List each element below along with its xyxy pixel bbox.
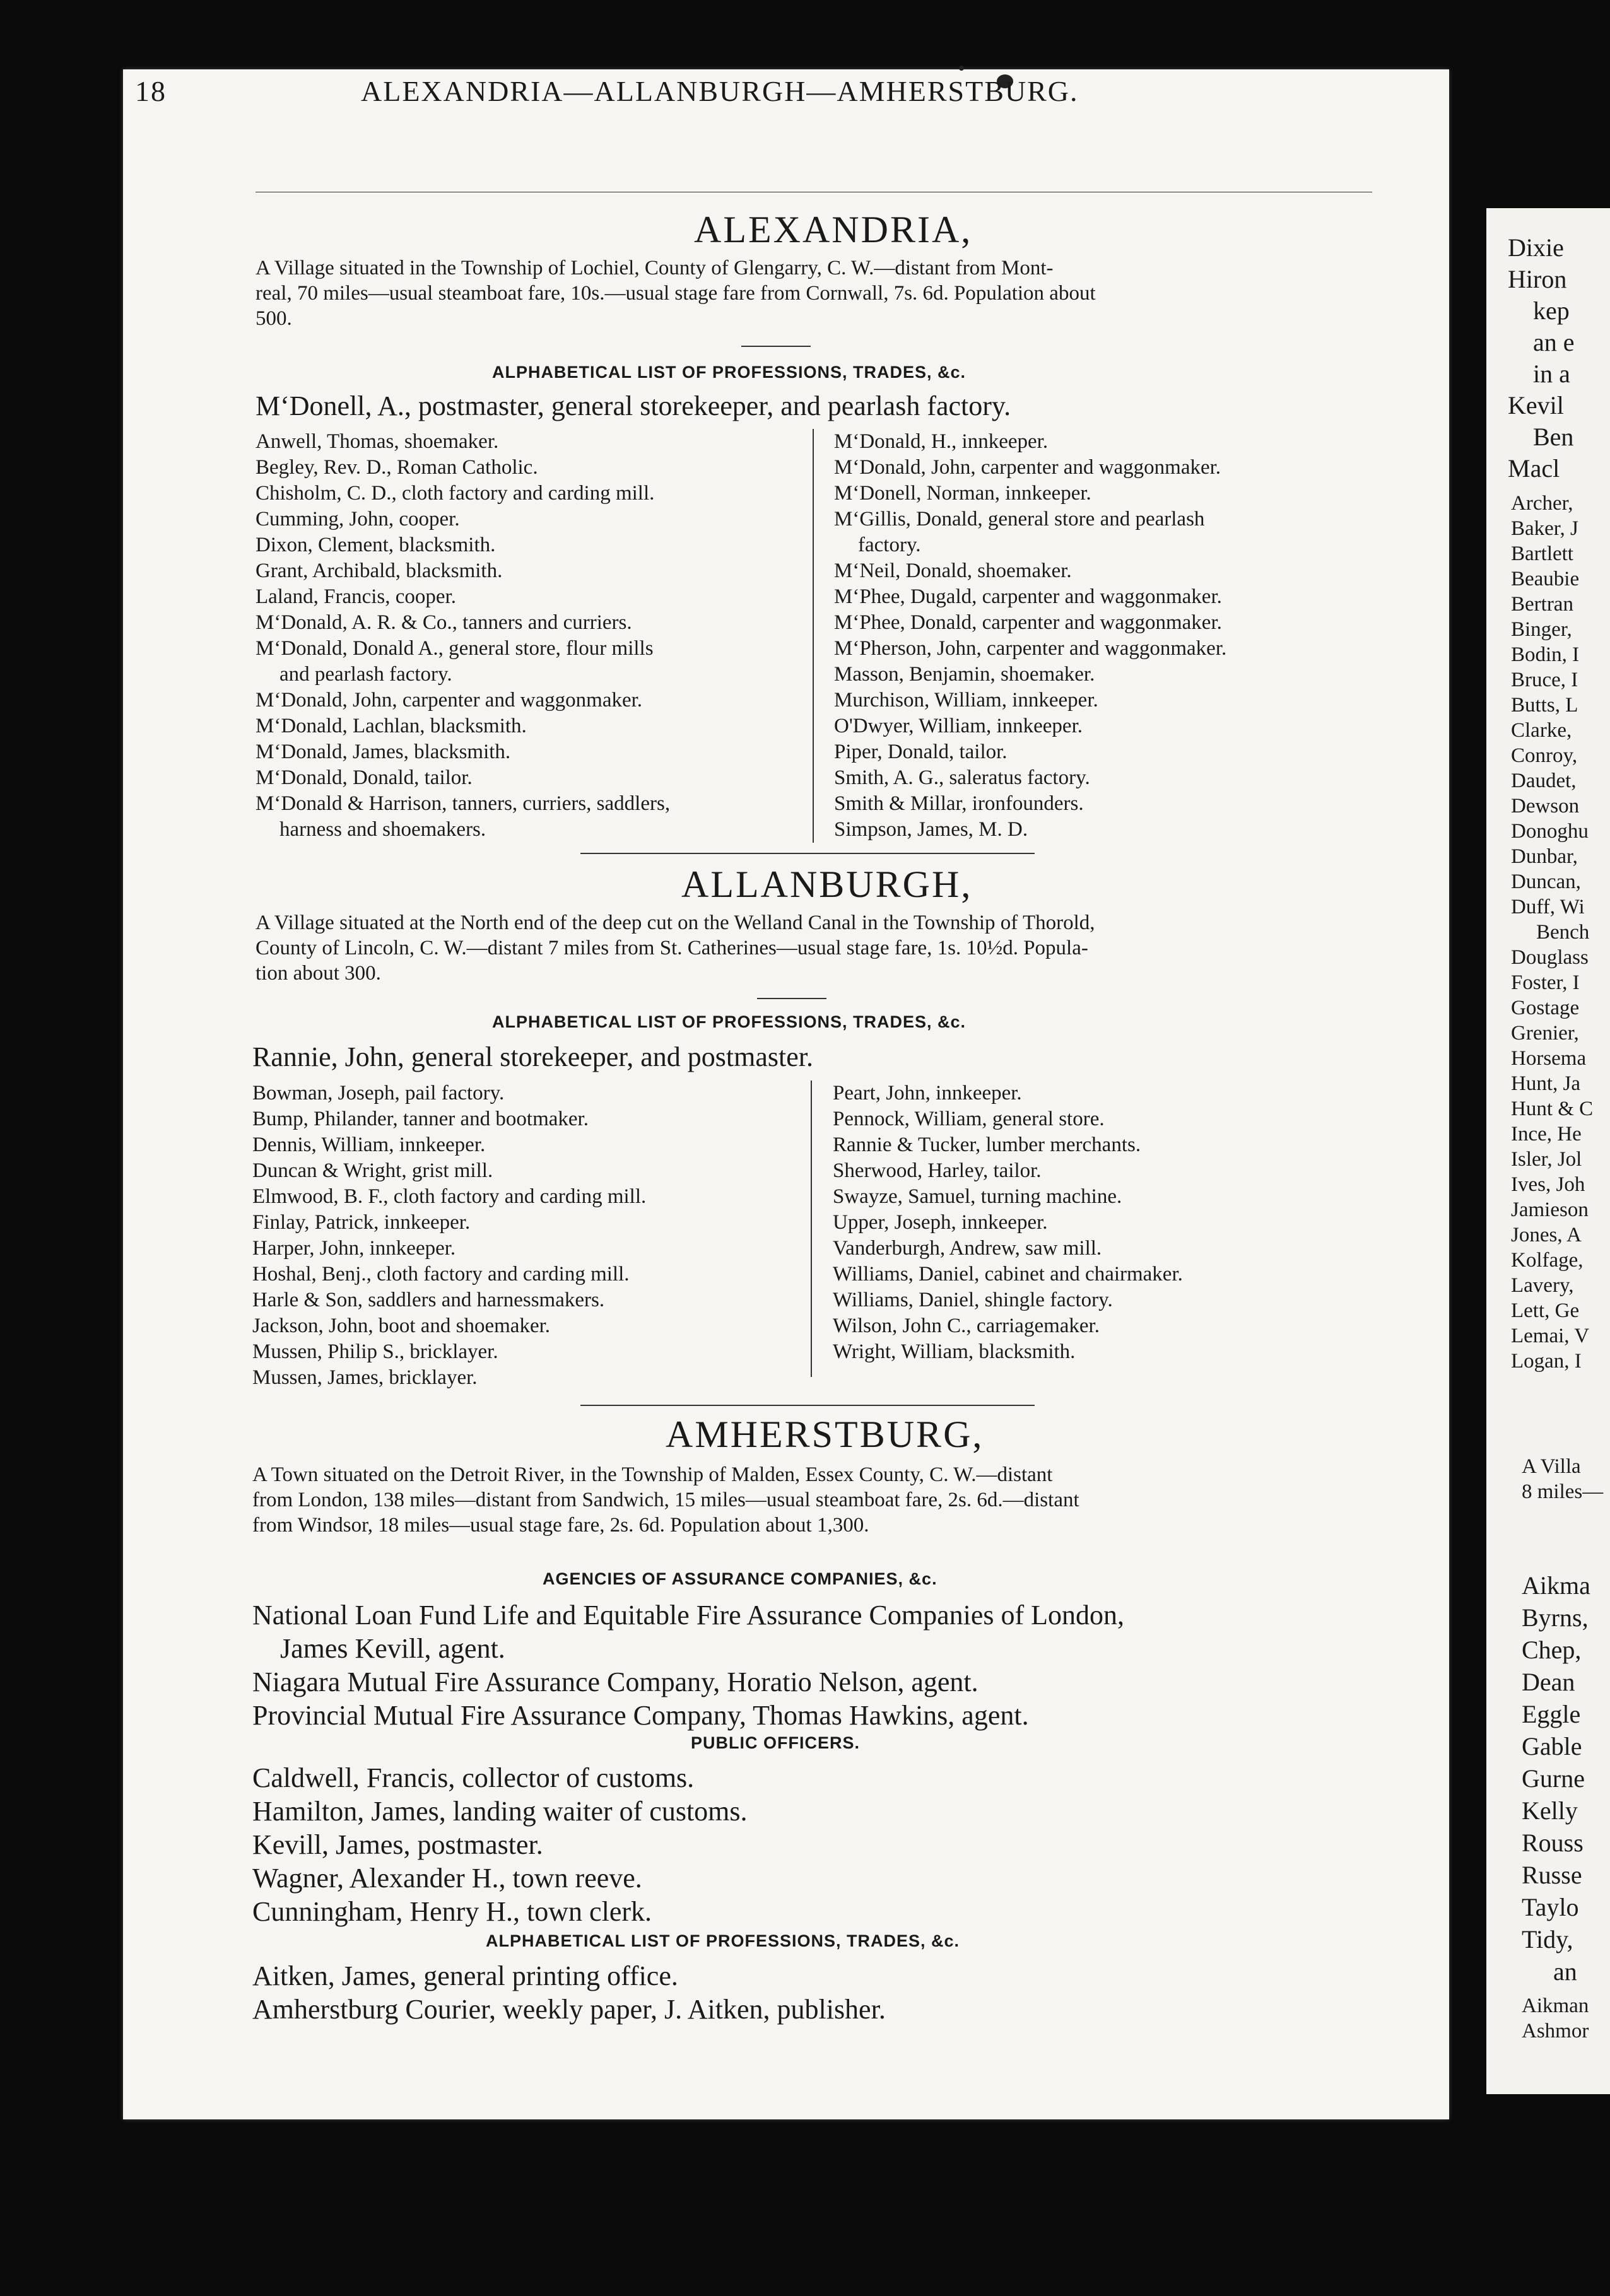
- list-item: M‘Phee, Donald, carpenter and waggonmaker.: [834, 611, 1222, 634]
- list-item: M‘Donald, Donald, tailor.: [256, 766, 473, 789]
- list-item: Pennock, William, general store.: [833, 1108, 1105, 1130]
- list-item: Dennis, William, innkeeper.: [252, 1133, 486, 1156]
- list-item: Cumming, John, cooper.: [256, 508, 460, 530]
- list-item: Provincial Mutual Fire Assurance Company, Thomas Hawkins, agent.: [252, 1700, 1029, 1731]
- list-item: Chisholm, C. D., cloth factory and carding mill.: [256, 482, 655, 505]
- list-item: Kevill, James, postmaster.: [252, 1829, 543, 1860]
- amherstburg-intro: A Town situated on the Detroit River, in the Township of Malden, Essex County, C. W.—distant from London, 138 miles—distant from Sandwich, 15 miles—usual steamboat fare, 2s. 6d.—distant from Windsor, 18 miles—usual stage fare, 2s. 6d. Population about 1,300.: [252, 1463, 1079, 1537]
- list-item: Wagner, Alexander H., town reeve.: [252, 1863, 642, 1894]
- page-number: 18: [135, 75, 167, 107]
- facing-page-list: Archer, Baker, J Bartlett Beaubie Bertran Binger, Bodin, I Bruce, I Butts, L Clarke, Conroy, Daudet, Dewson Donoghu Dunbar, Duncan, Duff, Wi Bench Douglass Foster, I Gostage Grenier, Horsema Hunt, Ja Hunt & C Ince, He Isler, Jol Ives, Joh Jamieson Jones, A Kolfage, Lavery, Lett, Ge Lemai, V Logan, I: [1511, 492, 1594, 1373]
- list-item: Finlay, Patrick, innkeeper.: [252, 1211, 471, 1234]
- alexandria-right-column: [834, 429, 1226, 843]
- list-item: Aitken, James, general printing office.: [252, 1960, 678, 1991]
- agencies-list: [252, 1598, 1124, 1732]
- list-item: Swayze, Samuel, turning machine.: [833, 1185, 1122, 1208]
- public-officers-heading: PUBLIC OFFICERS.: [691, 1733, 861, 1752]
- list-item: and pearlash factory.: [279, 663, 452, 686]
- list-item: Williams, Daniel, shingle factory.: [833, 1289, 1113, 1311]
- list-item: Sherwood, Harley, tailor.: [833, 1159, 1042, 1182]
- list-item: Piper, Donald, tailor.: [834, 741, 1008, 763]
- section-rule: [580, 1405, 1035, 1406]
- list-item: harness and shoemakers.: [279, 818, 486, 841]
- list-item: M‘Donald, Donald A., general store, flour mills: [256, 637, 654, 660]
- list-item: M‘Neil, Donald, shoemaker.: [834, 559, 1072, 582]
- allanburgh-right-column: [833, 1081, 1183, 1365]
- list-item: Begley, Rev. D., Roman Catholic.: [256, 456, 538, 479]
- section-title-amherstburg: AMHERSTBURG,: [666, 1414, 984, 1455]
- list-item: M‘Donald, A. R. & Co., tanners and curriers.: [256, 611, 632, 634]
- list-item: Rannie & Tucker, lumber merchants.: [833, 1133, 1141, 1156]
- facing-page-intro: A Villa 8 miles—: [1522, 1455, 1604, 1503]
- alexandria-left-column: [256, 429, 670, 843]
- list-item: Harle & Son, saddlers and harnessmakers.: [252, 1289, 605, 1311]
- agencies-heading: AGENCIES OF ASSURANCE COMPANIES, &c.: [543, 1569, 937, 1588]
- list-item: Mussen, James, bricklayer.: [252, 1366, 478, 1389]
- list-item: Upper, Joseph, innkeeper.: [833, 1211, 1048, 1234]
- ink-speck: [959, 66, 964, 71]
- alexandria-intro: A Village situated in the Township of Lochiel, County of Glengarry, C. W.—distant from Mont- real, 70 miles—usual steamboat fare, 10s.—usual stage fare from Cornwall, 7s. 6d. Population about 500.: [256, 257, 1096, 330]
- list-item: M‘Donald, James, blacksmith.: [256, 741, 511, 763]
- list-item: Wright, William, blacksmith.: [833, 1340, 1076, 1363]
- list-item: Smith, A. G., saleratus factory.: [834, 766, 1090, 789]
- alexandria-list-heading: ALPHABETICAL LIST OF PROFESSIONS, TRADES, &c.: [492, 363, 967, 382]
- list-item: Dixon, Clement, blacksmith.: [256, 534, 496, 556]
- allanburgh-intro: A Village situated at the North end of the deep cut on the Welland Canal in the Township of Thorold, County of Lincoln, C. W.—distant 7 miles from St. Catherines—usual stage fare, 1s. 10½d. Popula- tion about 300.: [256, 911, 1095, 985]
- list-item: Laland, Francis, cooper.: [256, 585, 456, 608]
- list-item: Grant, Archibald, blacksmith.: [256, 559, 503, 582]
- list-item: M‘Donald, Lachlan, blacksmith.: [256, 715, 527, 737]
- amherstburg-listings: [252, 1959, 886, 2026]
- amherstburg-list-heading: ALPHABETICAL LIST OF PROFESSIONS, TRADES, &c.: [486, 1931, 960, 1950]
- list-item: Hamilton, James, landing waiter of customs.: [252, 1796, 748, 1827]
- alexandria-lead-entry: M‘Donell, A., postmaster, general storekeeper, and pearlash factory.: [256, 390, 1011, 421]
- section-rule: [757, 998, 826, 999]
- facing-page-bottom-list: Aikma Byrns, Chep, Dean Eggle Gable Gurne Kelly Rouss Russe Taylo Tidy, an: [1522, 1571, 1590, 1986]
- list-item: Bump, Philander, tanner and bootmaker.: [252, 1108, 589, 1130]
- list-item: Amherstburg Courier, weekly paper, J. Aitken, publisher.: [252, 1994, 886, 2025]
- list-item: Cunningham, Henry H., town clerk.: [252, 1896, 652, 1927]
- list-item: M‘Donald & Harrison, tanners, curriers, saddlers,: [256, 792, 671, 815]
- allanburgh-left-column: [252, 1081, 646, 1391]
- list-item: Duncan & Wright, grist mill.: [252, 1159, 493, 1182]
- list-item: O'Dwyer, William, innkeeper.: [834, 715, 1083, 737]
- list-item: Anwell, Thomas, shoemaker.: [256, 430, 499, 453]
- list-item: M‘Donell, Norman, innkeeper.: [834, 482, 1091, 505]
- list-item: Niagara Mutual Fire Assurance Company, Horatio Nelson, agent.: [252, 1666, 978, 1697]
- page-title: ALEXANDRIA—ALLANBURGH—AMHERSTBURG.: [361, 75, 1079, 107]
- list-item: Murchison, William, innkeeper.: [834, 689, 1098, 712]
- list-item: Caldwell, Francis, collector of customs.: [252, 1762, 695, 1793]
- list-item: Smith & Millar, ironfounders.: [834, 792, 1084, 815]
- list-item: Vanderburgh, Andrew, saw mill.: [833, 1237, 1102, 1260]
- list-item: Williams, Daniel, cabinet and chairmaker.: [833, 1263, 1183, 1286]
- facing-page-text: Dixie Hiron kep an e in a Kevil Ben Macl: [1508, 233, 1575, 483]
- list-item: factory.: [858, 534, 921, 556]
- list-item: Simpson, James, M. D.: [834, 818, 1028, 841]
- list-item: M‘Donald, H., innkeeper.: [834, 430, 1049, 453]
- list-item: Elmwood, B. F., cloth factory and carding mill.: [252, 1185, 647, 1208]
- list-item: Harper, John, innkeeper.: [252, 1237, 456, 1260]
- list-item: Jackson, John, boot and shoemaker.: [252, 1315, 551, 1337]
- section-title-alexandria: ALEXANDRIA,: [694, 209, 973, 250]
- column-divider: [811, 1081, 812, 1377]
- list-item: Mussen, Philip S., bricklayer.: [252, 1340, 498, 1363]
- section-rule: [741, 346, 811, 347]
- section-title-allanburgh: ALLANBURGH,: [681, 864, 973, 905]
- list-item: James Kevill, agent.: [280, 1633, 505, 1664]
- list-item: M‘Donald, John, carpenter and waggonmaker.: [256, 689, 643, 712]
- list-item: Wilson, John C., carriagemaker.: [833, 1315, 1100, 1337]
- allanburgh-lead-entry: Rannie, John, general storekeeper, and postmaster.: [252, 1041, 813, 1072]
- list-item: M‘Pherson, John, carpenter and waggonmaker.: [834, 637, 1227, 660]
- column-divider: [813, 429, 814, 843]
- public-officers-list: [252, 1761, 748, 1928]
- allanburgh-list-heading: ALPHABETICAL LIST OF PROFESSIONS, TRADES, &c.: [492, 1012, 967, 1031]
- section-rule: [580, 853, 1035, 854]
- list-item: Bowman, Joseph, pail factory.: [252, 1082, 505, 1104]
- list-item: Hoshal, Benj., cloth factory and carding mill.: [252, 1263, 630, 1286]
- list-item: National Loan Fund Life and Equitable Fire Assurance Companies of London,: [252, 1600, 1125, 1631]
- facing-page-bottom-small: Aikman Ashmor: [1522, 1994, 1589, 2042]
- list-item: M‘Gillis, Donald, general store and pearlash: [834, 508, 1205, 530]
- list-item: Peart, John, innkeeper.: [833, 1082, 1022, 1104]
- list-item: M‘Phee, Dugald, carpenter and waggonmaker.: [834, 585, 1222, 608]
- list-item: M‘Donald, John, carpenter and waggonmaker.: [834, 456, 1221, 479]
- list-item: Masson, Benjamin, shoemaker.: [834, 663, 1095, 686]
